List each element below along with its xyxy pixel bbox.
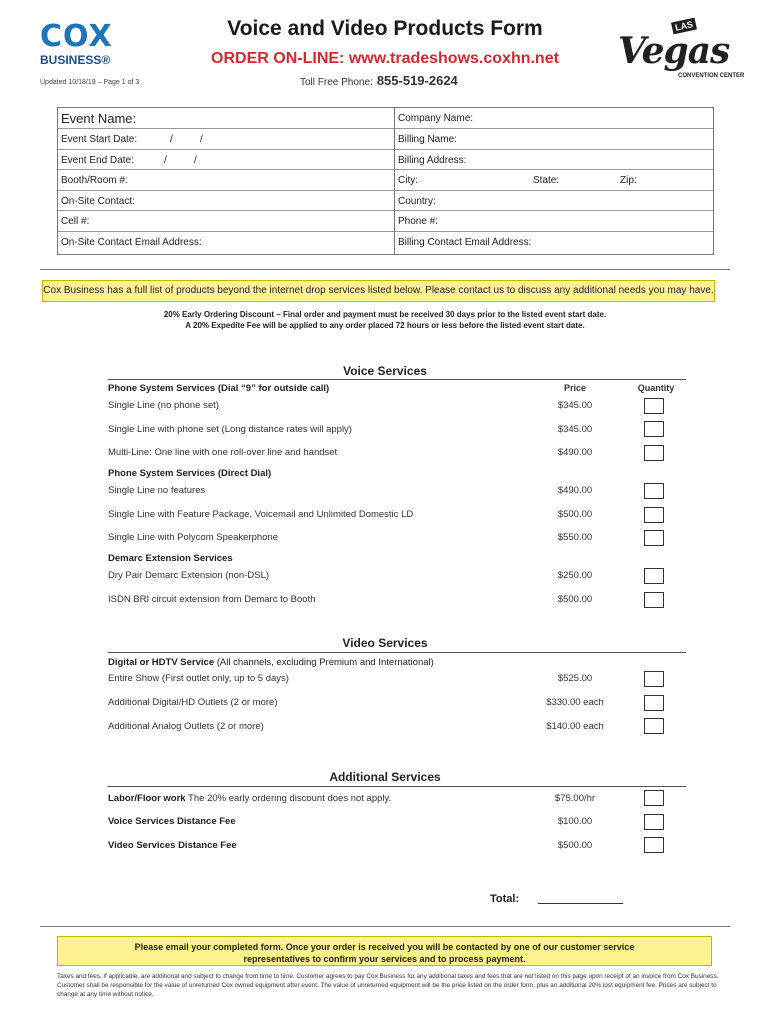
item-name: Single Line (no phone set) [108, 400, 219, 411]
section-divider [108, 786, 686, 787]
billing-email-field[interactable] [395, 232, 713, 253]
item-price: $500.00 [557, 509, 593, 520]
item-price: $490.00 [557, 447, 593, 458]
section-divider [108, 379, 686, 380]
end-date-label: Event End Date: [61, 154, 134, 166]
item-price: $250.00 [557, 570, 593, 581]
event-name-field[interactable] [58, 108, 394, 129]
item-price: $525.00 [557, 673, 593, 684]
company-label: Company Name: [398, 113, 474, 124]
city-label: City: [398, 175, 418, 187]
quantity-input[interactable] [644, 695, 664, 711]
divider [40, 926, 730, 927]
direct-dial-subhead: Phone System Services (Direct Dial) [108, 468, 272, 479]
voice-services-title: Voice Services [343, 364, 427, 378]
labor-note: The 20% early ordering discount does not apply. [185, 793, 392, 804]
notice-banner: Cox Business has a full list of products beyond the internet drop services listed below. Please contact us to discuss any additional needs you may have. [42, 280, 715, 302]
billing-address-label: Billing Address: [398, 154, 467, 166]
quantity-input[interactable] [644, 718, 664, 734]
item-price: $500.00 [557, 840, 593, 851]
quantity-input[interactable] [644, 790, 664, 806]
item-name: Dry Pair Demarc Extension (non-DSL) [108, 570, 270, 581]
video-services-title: Video Services [342, 636, 428, 650]
country-label: Country: [398, 195, 436, 207]
demarc-subhead: Demarc Extension Services [108, 553, 233, 564]
quantity-input[interactable] [644, 507, 664, 523]
item-name: Single Line with Polycom Speakerphone [108, 532, 279, 543]
form-title: Voice and Video Products Form [227, 17, 543, 40]
quantity-column-header: Quantity [637, 383, 675, 393]
total-input[interactable] [538, 903, 623, 904]
date-slash: / [194, 154, 197, 166]
price-column-header: Price [563, 383, 587, 393]
booth-room-field[interactable] [58, 170, 394, 191]
billing-info-column [395, 108, 713, 254]
state-label: State: [533, 175, 560, 187]
item-name: Entire Show (First outlet only, up to 5 days) [108, 673, 289, 684]
divider [40, 269, 730, 270]
section-divider [108, 652, 686, 653]
submit-line-1: Please email your completed form. Once your order is received you will be contacted by one of our customer service [134, 942, 635, 952]
expedite-fee-note: A 20% Expedite Fee will be applied to any order placed 72 hours or less before the listed event start date. [185, 321, 585, 330]
item-price: $345.00 [557, 400, 593, 411]
updated-date: Updated 10/18/19 – Page 1 of 3 [40, 79, 140, 86]
las-vegas-logo-las: LAS [671, 18, 697, 35]
convention-center-label: CONVENTION CENTER [678, 73, 745, 79]
event-name-label: Event Name: [61, 111, 137, 126]
quantity-input[interactable] [644, 445, 664, 461]
quantity-input[interactable] [644, 398, 664, 414]
billing-name-label: Billing Name: [398, 134, 457, 145]
quantity-input[interactable] [644, 837, 664, 853]
quantity-input[interactable] [644, 592, 664, 608]
additional-services-title: Additional Services [329, 770, 441, 784]
item-price: $490.00 [557, 485, 593, 496]
cell-label: Cell #: [61, 216, 90, 228]
item-price: $500.00 [557, 594, 593, 605]
item-name: Single Line no features [108, 485, 206, 496]
item-name: Multi-Line: One line with one roll-over line and handset [108, 447, 338, 458]
event-billing-info-box [57, 107, 714, 255]
voice-distance-fee: Voice Services Distance Fee [108, 816, 236, 827]
labor-label: Labor/Floor work [108, 793, 186, 804]
digital-hdtv-subhead [108, 657, 434, 668]
item-name: Single Line with Feature Package, Voicemail and Unlimited Domestic LD [108, 509, 414, 520]
cell-field[interactable] [58, 211, 394, 232]
company-name-field[interactable] [395, 108, 713, 129]
event-start-date-field[interactable] [58, 129, 394, 150]
quantity-input[interactable] [644, 483, 664, 499]
event-end-date-field[interactable] [58, 150, 394, 171]
item-name: ISDN BRI circuit extension from Demarc to Booth [108, 594, 316, 605]
zip-label: Zip: [620, 175, 637, 187]
email-label: On-Site Contact Email Address: [61, 236, 202, 248]
quantity-input[interactable] [644, 530, 664, 546]
item-price: $345.00 [557, 424, 593, 435]
cox-logo: COX [40, 19, 113, 54]
country-field[interactable] [395, 191, 713, 212]
quantity-input[interactable] [644, 814, 664, 830]
phone-system-subhead: Phone System Services (Dial “9” for outside call) [108, 383, 330, 394]
phone-field[interactable] [395, 211, 713, 232]
item-name: Additional Digital/HD Outlets (2 or more) [108, 697, 278, 708]
item-price: $75.00/hr [554, 793, 596, 804]
early-discount-note: 20% Early Ordering Discount – Final order and payment must be received 30 days prior to the listed event start date. [163, 310, 607, 319]
item-name: Single Line with phone set (Long distance rates will apply) [108, 424, 352, 435]
cox-business-wordmark: BUSINESS® [40, 53, 111, 67]
onsite-contact-field[interactable] [58, 191, 394, 212]
phone-label: Toll Free Phone: [300, 77, 373, 88]
fine-print: Taxes and fees, if applicable, are additional and subject to change from time to time. Customer agrees to pay Cox Business for any additional taxes and fees that are not listed on this page upon receipt of an invoice from Cox Business. Customer shall be responsible for the value of unreturned Cox owned equipment after event. The value of unreturned equipment will be the price listed on the order form, plus an additional 20% lost equipment fee. Prices are subject to change at any time without notice. [57, 973, 719, 998]
onsite-email-field[interactable] [58, 232, 394, 253]
billing-email-label: Billing Contact Email Address: [398, 236, 532, 248]
toll-free-phone [300, 73, 458, 88]
subhead-bold: Digital or HDTV Service [108, 657, 215, 668]
item-price: $140.00 each [546, 721, 604, 732]
subhead-rest: (All channels, excluding Premium and International) [214, 657, 434, 668]
billing-address-field[interactable] [395, 150, 713, 171]
quantity-input[interactable] [644, 568, 664, 584]
las-vegas-logo: Vegas [618, 30, 730, 72]
item-price: $330.00 each [546, 697, 604, 708]
date-slash: / [170, 134, 173, 145]
submit-instructions [57, 936, 712, 966]
submit-line-2: representatives to confirm your services and to process payment. [243, 954, 526, 964]
date-slash: / [164, 154, 167, 166]
item-price: $550.00 [557, 532, 593, 543]
total-label: Total: [490, 893, 520, 905]
quantity-input[interactable] [644, 421, 664, 437]
item-price: $100.00 [557, 816, 593, 827]
contact-label: On-Site Contact: [61, 195, 135, 207]
item-name: Additional Analog Outlets (2 or more) [108, 721, 264, 732]
booth-label: Booth/Room #: [61, 175, 128, 187]
date-slash: / [200, 134, 203, 145]
labor-item [108, 793, 391, 804]
order-online-link[interactable]: ORDER ON-LINE: www.tradeshows.coxhn.net [211, 50, 559, 67]
start-date-label: Event Start Date: [61, 134, 138, 145]
phone-field-label: Phone #: [398, 216, 439, 228]
city-state-zip-field[interactable] [395, 170, 713, 191]
video-distance-fee: Video Services Distance Fee [108, 840, 237, 851]
quantity-input[interactable] [644, 671, 664, 687]
billing-name-field[interactable] [395, 129, 713, 150]
phone-number: 855-519-2624 [376, 73, 458, 88]
event-info-column [58, 108, 395, 254]
